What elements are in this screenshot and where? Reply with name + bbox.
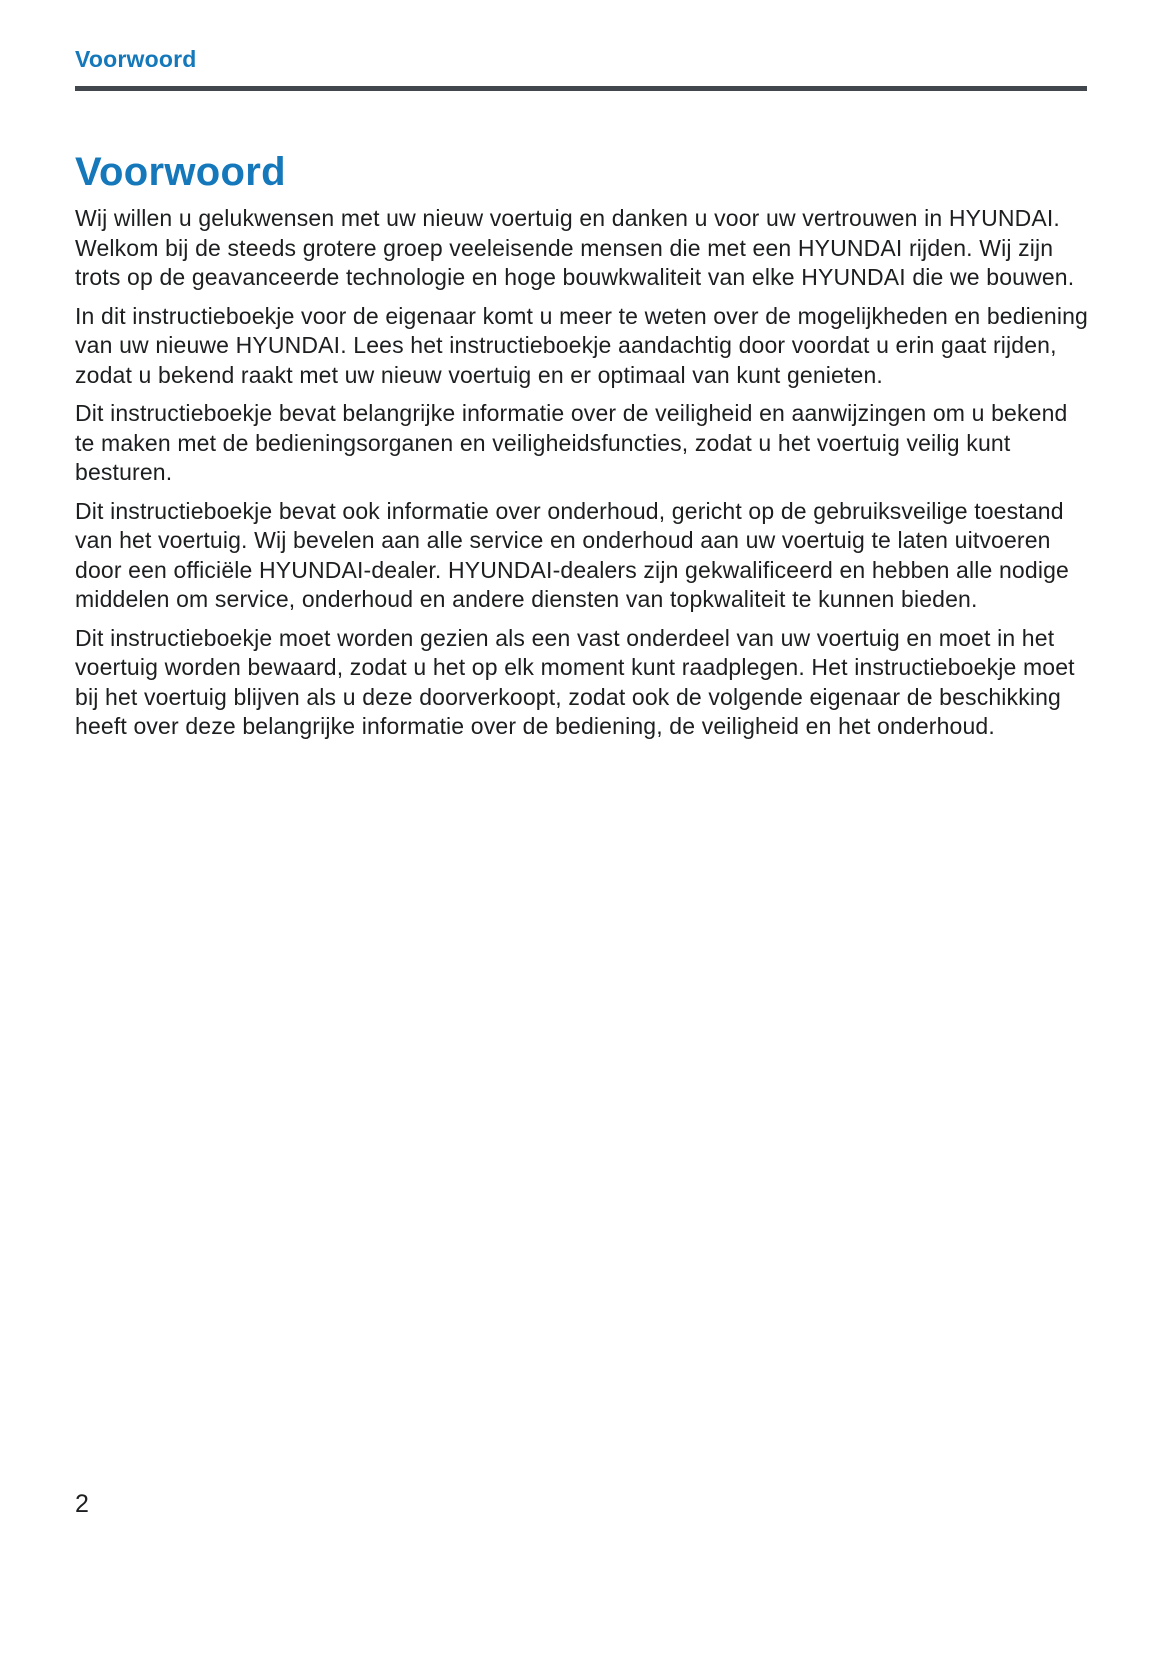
- body-text: [75, 204, 1093, 751]
- running-header: Voorwoord: [75, 46, 197, 72]
- paragraph-maintenance-info: Dit instructieboekje bevat ook informatie over onderhoud, gericht op de gebruiksveilige toestand van het voertuig. Wij bevelen aan alle service en onderhoud aan uw voertuig te laten uitvoeren door een officiële HYUNDAI-dealer. HYUNDAI-dealers zijn gekwalificeerd en hebben alle nodige middelen om service, onderhoud en andere diensten van topkwaliteit te kunnen bieden.: [75, 497, 1069, 612]
- chapter-title: Voorwoord: [75, 150, 286, 194]
- paragraph-welcome: Wij willen u gelukwensen met uw nieuw voertuig en danken u voor uw vertrouwen in HYUNDAI. Welkom bij de steeds grotere groep veeleisende mensen die met een HYUNDAI rijden. Wij zijn trots op de geavanceerde technologie en hoge bouwkwaliteit van elke HYUNDAI die we bouwen.: [75, 205, 1075, 290]
- paragraph-manual-intro: In dit instructieboekje voor de eigenaar komt u meer te weten over de mogelijkheden en bediening van uw nieuwe HYUNDAI. Lees het instructieboekje aandachtig door voordat u erin gaat rijden, zodat u bekend raakt met uw nieuw voertuig en er optimaal van kunt genieten.: [75, 302, 1088, 388]
- header-rule: [75, 86, 1087, 91]
- paragraph-safety-info: Dit instructieboekje bevat belangrijke informatie over de veiligheid en aanwijzingen om u bekend te maken met de bedieningsorganen en veiligheidsfuncties, zodat u het voertuig veilig kunt besturen.: [75, 400, 1068, 485]
- page-number: 2: [75, 1490, 89, 1518]
- paragraph-keep-in-vehicle: Dit instructieboekje moet worden gezien als een vast onderdeel van uw voertuig en moet in het voertuig worden bewaard, zodat u het op elk moment kunt raadplegen. Het instructieboekje moet bij het voertuig blijven als u deze doorverkoopt, zodat ook de volgende eigenaar de beschikking heeft over deze belangrijke informatie over de bediening, de veiligheid en het onderhoud.: [75, 624, 1075, 739]
